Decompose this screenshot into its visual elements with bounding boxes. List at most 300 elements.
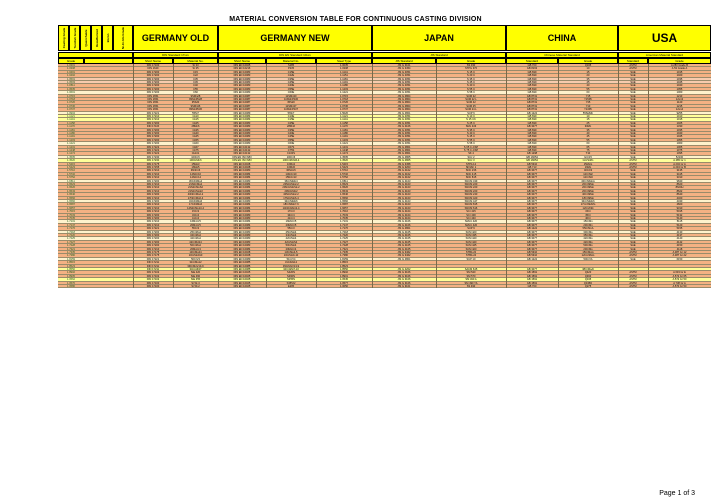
table-cell: JIS G 4801 xyxy=(397,111,411,115)
grade-cell: 1.7015 xyxy=(67,210,75,214)
table-cell: 1.6566 xyxy=(340,196,348,200)
table-cell: C55 xyxy=(193,87,198,91)
table-cell: SAE xyxy=(630,152,636,156)
table-cell: 5155 xyxy=(676,227,683,231)
table-cell: 5120 xyxy=(676,223,683,227)
grade-cell: 1.0570 xyxy=(67,281,75,285)
table-cell: 1215 xyxy=(676,104,683,108)
table-cell: 36CrNiMo4 xyxy=(284,179,298,183)
table-cell: SAE xyxy=(630,176,636,180)
table-cell: JIS G 4051 xyxy=(397,91,411,95)
table-cell: SCr 430 xyxy=(466,213,476,217)
grade-cell: 1.1181 xyxy=(67,128,75,132)
col-header: JIS Standard xyxy=(372,58,436,64)
grade-cell: 1.1170 xyxy=(67,125,75,129)
table-cell: SAE xyxy=(630,115,636,118)
table-cell: DIN EN 10132 xyxy=(233,145,251,149)
grade-cell: 1.0737 xyxy=(67,108,75,112)
table-cell: JIS G 4051 xyxy=(397,142,411,146)
table-cell: 40 xyxy=(586,132,590,135)
vertical-header-tundish: Tundish Grade xyxy=(69,25,80,51)
table-cell: DIN 17221 xyxy=(146,257,160,261)
table-cell: St 35 xyxy=(192,67,199,71)
table-cell: SNC 236 xyxy=(465,169,477,173)
table-cell: 1.1191 xyxy=(340,81,348,84)
table-cell: JIS G 4051 xyxy=(397,132,411,135)
table-cell: 1.7335 xyxy=(340,251,348,254)
table-cell: 1035 xyxy=(676,128,683,132)
table-cell: SAE xyxy=(630,172,636,176)
table-cell: 15MoG xyxy=(583,162,593,166)
table-cell: 1045 xyxy=(676,135,683,139)
grade-cell: 1.0601 xyxy=(67,91,75,95)
table-cell: 21NiCrMo2 xyxy=(188,183,203,186)
table-cell: SAE xyxy=(630,98,636,101)
table-cell: C60E xyxy=(287,142,295,146)
table-cell: 40 xyxy=(586,84,590,88)
table-cell: DIN EN 10083 xyxy=(233,87,251,91)
table-cell: 1.1186 xyxy=(340,132,348,135)
col-header: Standard xyxy=(618,58,648,64)
table-cell: DIN 17210 xyxy=(146,115,160,118)
table-cell: ASTM xyxy=(629,271,637,275)
table-cell: 15 xyxy=(586,118,590,122)
table-cell: SAE xyxy=(630,247,636,251)
table-cell: 1.1274 xyxy=(340,152,348,156)
table-cell: DIN 17210 xyxy=(146,172,160,176)
header-germany-new: GERMANY NEW xyxy=(218,25,372,51)
page-number: Page 1 of 3 xyxy=(659,490,695,497)
table-cell: JIS G 4103 xyxy=(397,206,411,210)
grade-cell: 1.7220 xyxy=(67,234,75,237)
grade-cell: 1.6523 xyxy=(67,183,75,186)
table-cell: SAE xyxy=(630,200,636,203)
table-cell: 34CrNiMo6 xyxy=(581,200,595,203)
table-cell: GB 3077 xyxy=(526,196,538,200)
table-cell: SAE xyxy=(630,149,636,152)
table-cell: GB 3077 xyxy=(526,206,538,210)
table-cell: 9SMn28 xyxy=(190,94,201,98)
table-cell: 20MnCr5 xyxy=(285,223,297,227)
table-cell: 1.0737 xyxy=(340,108,348,112)
table-cell: SAE xyxy=(630,193,636,197)
table-cell: JIS G 4103 xyxy=(397,200,411,203)
table-cell: 4118 xyxy=(676,247,683,251)
table-cell: 1015 xyxy=(676,118,683,122)
table-cell: 14NiCrMo13-4 xyxy=(187,206,204,210)
table-cell: GB 3077 xyxy=(526,217,538,220)
table-cell: GB 3077 xyxy=(526,213,538,217)
table-cell: St 50-2 xyxy=(191,285,200,288)
grade-cell: 1.1274 xyxy=(67,152,75,156)
table-cell: SUJ 3 xyxy=(467,159,475,163)
table-cell: GB 8731 xyxy=(526,108,538,112)
grade-cell: 1.7147 xyxy=(67,223,75,227)
table-cell: A 204 Gr A xyxy=(673,162,686,166)
table-cell: 1.0577 xyxy=(340,281,348,285)
table-cell: DIN 1651 xyxy=(147,94,159,98)
table-cell: 1.7225 xyxy=(340,237,348,241)
table-cell: 1.1203 xyxy=(340,138,348,142)
table-cell: SM 490 A xyxy=(465,278,477,282)
table-cell: Y13Pb xyxy=(584,108,592,112)
table-cell: 1065 xyxy=(676,145,683,149)
table-cell: 40NiCrMo2-2 xyxy=(283,193,299,197)
table-cell: C40 xyxy=(193,84,198,88)
table-cell: GB 3077 xyxy=(526,223,538,227)
table-cell: GB 3077 xyxy=(526,203,538,207)
table-cell: A 204 Gr B xyxy=(673,166,686,169)
table-cell: GCr15 xyxy=(584,155,592,159)
table-cell: DIN EN 10083 xyxy=(233,138,251,142)
table-cell: DIN EN 10083 xyxy=(233,70,251,74)
table-cell: DIN EN 10085 xyxy=(233,261,251,265)
table-cell: SUM 42 xyxy=(466,101,476,105)
table-cell: SFVAF 1 xyxy=(465,166,477,169)
table-cell: JIS G 3203 xyxy=(397,166,411,169)
table-cell: DIN 17200 xyxy=(146,84,160,88)
table-cell: 1010 xyxy=(676,115,683,118)
table-cell: JIS G 4103 xyxy=(397,193,411,197)
table-cell: 1.1151 xyxy=(340,74,348,78)
table-cell: DIN 1629 xyxy=(147,67,159,71)
table-cell: DIN EN 10085 xyxy=(233,268,251,271)
table-cell: C22 xyxy=(193,74,198,78)
table-cell: C45E xyxy=(287,81,295,84)
table-cell: JIS G 4051 xyxy=(397,121,411,125)
table-cell: GB 3077 xyxy=(526,200,538,203)
table-cell: JIS G 3106 xyxy=(397,271,411,275)
table-cell: DIN 17100 xyxy=(146,64,160,67)
grade-cell: 1.0562 xyxy=(67,278,75,282)
table-cell: DIN EN 10083 xyxy=(233,91,251,95)
table-cell: 1025 xyxy=(676,121,683,125)
table-cell: A 633 Gr E xyxy=(673,271,686,275)
table-cell: 25CrMo4 xyxy=(285,230,297,234)
table-cell: Y15 xyxy=(585,94,591,98)
table-cell: JIS G 4801 xyxy=(397,257,411,261)
table-cell: DIN EN 10084 xyxy=(233,183,251,186)
table-cell: DIN EN 10089 xyxy=(233,227,251,231)
table-cell: 20CrMo xyxy=(583,247,593,251)
table-cell: SAE xyxy=(630,142,636,146)
col-header: Grade xyxy=(558,58,618,64)
table-cell: SAE xyxy=(630,196,636,200)
table-cell: GB 699 xyxy=(527,87,537,91)
table-cell: GB 3077 xyxy=(526,210,538,214)
table-cell: GB 3077 xyxy=(526,230,538,234)
table-cell: 55Cr3 xyxy=(191,227,200,231)
table-cell: 55Si2Mn xyxy=(582,111,594,115)
table-cell: 55 xyxy=(586,87,590,91)
table-cell: DIN EN 10084 xyxy=(233,189,251,193)
table-cell: 50CrMo4 xyxy=(285,244,297,248)
table-cell: DIN 17200 xyxy=(146,135,160,139)
grade-cell: 1.0503 xyxy=(67,81,75,84)
table-cell: 1.3505 xyxy=(340,155,348,159)
table-cell: DIN EN 10087 xyxy=(233,104,251,108)
table-cell: DIN EN 10083 xyxy=(233,213,251,217)
table-cell: A 485 Gr 1 xyxy=(673,159,686,163)
table-cell: JIS G 4105 xyxy=(397,244,411,248)
table-cell: DIN EN 10083 xyxy=(233,74,251,78)
table-cell: A 387 Gr 12 xyxy=(672,251,687,254)
table-cell: SAE xyxy=(630,217,636,220)
table-cell: P235 xyxy=(287,67,295,71)
table-cell: DIN EN 10083 xyxy=(233,125,251,129)
table-cell: 1.0715 xyxy=(340,94,348,98)
table-cell: S 45 C xyxy=(467,135,475,139)
table-cell: 20MoCr4 xyxy=(285,247,297,251)
table-cell: SAE xyxy=(630,210,636,214)
table-cell: 6150 xyxy=(676,257,683,261)
grade-cell: 1.1221 xyxy=(67,142,75,146)
table-cell: ASTM xyxy=(629,274,637,278)
table-cell: SNCM 240 xyxy=(464,193,478,197)
table-cell: 40CrNiMo xyxy=(582,193,594,197)
table-cell: 1095 xyxy=(676,152,683,156)
table-cell: DIN 17211 xyxy=(146,261,160,265)
table-cell: 10CrMo9-10 xyxy=(283,254,299,258)
table-cell: DIN EN 10083 xyxy=(233,237,251,241)
table-cell: C35E xyxy=(287,128,295,132)
table-cell: 1.8515 xyxy=(340,261,348,265)
table-cell: JIS G 3106 xyxy=(397,281,411,285)
table-cell: DIN EN 10083 xyxy=(233,179,251,183)
table-cell: JIS G 4103 xyxy=(397,196,411,200)
grade-cell: 1.0580 xyxy=(67,285,75,288)
table-cell: 1.6543 xyxy=(340,189,348,193)
table-cell: C40E xyxy=(287,84,295,88)
table-cell: GB 1298 xyxy=(526,152,538,156)
table-cell: GB 1591 xyxy=(526,281,538,285)
table-cell: 1.0545 xyxy=(340,278,348,282)
grade-cell: 1.8159 xyxy=(67,257,75,261)
table-cell: 45 xyxy=(586,135,590,139)
table-cell: STBA 24 xyxy=(465,254,477,258)
table-cell: DIN 17200 xyxy=(146,193,160,197)
table-cell: SNC 815 xyxy=(465,176,477,180)
table-cell: 4340 xyxy=(676,200,683,203)
vertical-header-resulfurized: Resulfurized xyxy=(91,25,102,51)
grade-cell: 1.7131 xyxy=(67,220,75,224)
table-cell: DIN EN 10025 xyxy=(233,64,251,67)
table-cell: 11SMnPb30 xyxy=(283,98,299,101)
col-header: Material No. xyxy=(173,58,218,64)
table-cell: 1055 xyxy=(676,87,683,91)
table-cell: JIS G 4103 xyxy=(397,179,411,183)
table-cell: S 40 C xyxy=(467,132,475,135)
grade-cell: 1.7380 xyxy=(67,254,75,258)
table-cell: 34CrMo4 xyxy=(285,234,297,237)
table-cell: S 15 CK xyxy=(466,118,476,122)
table-cell: 15CrMoG xyxy=(582,251,594,254)
table-cell: 25CrMo4 xyxy=(190,230,201,234)
table-cell: SUM 22 L xyxy=(465,98,477,101)
table-cell: SAE xyxy=(630,169,636,173)
table-cell: 45 xyxy=(586,81,590,84)
table-cell: StE 420 xyxy=(190,271,201,275)
grade-cell: 1.8902 xyxy=(67,271,75,275)
table-cell: STPG 370 xyxy=(464,67,478,71)
col-header: Material No. xyxy=(266,58,316,64)
table-cell: S 35 C xyxy=(467,77,475,81)
table-cell: 1020 xyxy=(676,74,683,78)
table-cell: 1.5752 xyxy=(340,176,348,180)
grade-cell: 1.6657 xyxy=(67,206,75,210)
table-cell: DIN 17210 xyxy=(146,169,160,173)
table-cell: 35Cr xyxy=(585,213,591,217)
grade-cell: 1.6543 xyxy=(67,189,75,193)
table-cell: DIN EN 10084 xyxy=(233,247,251,251)
table-cell: SAE xyxy=(630,84,636,88)
table-cell: 39CrMoV13-9 xyxy=(187,264,204,268)
table-cell: DIN 1651 xyxy=(147,101,159,105)
col-header: Grade xyxy=(648,58,711,64)
table-cell: JIS G 4051 xyxy=(397,87,411,91)
table-cell: SCM 440 xyxy=(465,237,477,241)
grade-cell: 1.0736 xyxy=(67,104,75,108)
table-cell: 1.0718 xyxy=(340,98,348,101)
table-cell: 8640 xyxy=(676,193,683,197)
table-cell: SCM 420 xyxy=(465,230,477,234)
table-cell: Q195 xyxy=(584,64,592,67)
table-cell: Q460 xyxy=(584,274,592,278)
table-cell: 20MnCr5 xyxy=(190,223,201,227)
table-cell: 1.5710 xyxy=(340,169,348,173)
table-cell: DIN EN 10083 xyxy=(233,193,251,197)
table-cell: 9SMn36 xyxy=(190,104,201,108)
table-cell: 1.1191 xyxy=(340,135,348,139)
table-cell: 51CrV4 xyxy=(286,257,296,261)
table-cell: DIN EN 10132 xyxy=(233,149,251,152)
table-cell: DIN 17200 xyxy=(146,74,160,78)
table-cell: DIN 17230 xyxy=(146,155,160,159)
table-cell: DIN 17200 xyxy=(146,87,160,91)
table-cell: ASTM xyxy=(629,67,637,71)
table-cell: DIN 1651 xyxy=(147,98,159,101)
table-cell: C60E xyxy=(287,91,295,95)
table-cell: 4130 xyxy=(676,230,683,234)
table-cell: GB 3077 xyxy=(526,244,538,248)
table-cell: 16Mo5 xyxy=(287,166,295,169)
table-cell: 1040 xyxy=(676,84,683,88)
grade-cell: 1.0904 xyxy=(67,111,75,115)
table-cell: JIS G 4105 xyxy=(397,230,411,234)
table-cell: DIN 17200 xyxy=(146,132,160,135)
table-cell: JIS G 3106 xyxy=(397,274,411,278)
table-cell: 17NiCrMo6-4 xyxy=(187,196,204,200)
table-cell: JIS G 4051 xyxy=(397,115,411,118)
table-cell: JIS G 4804 xyxy=(397,108,411,112)
table-cell: SAE xyxy=(630,223,636,227)
grade-cell: 1.0501 xyxy=(67,77,75,81)
header-germany-old: GERMANY OLD xyxy=(133,25,218,51)
table-cell: DIN 17210 xyxy=(146,118,160,122)
grade-cell: 1.7176 xyxy=(67,227,75,231)
table-cell: DIN EN 10216 xyxy=(233,67,251,71)
table-cell: 1.6511 xyxy=(340,179,348,183)
table-cell: C15 xyxy=(193,70,198,74)
table-cell: C35E xyxy=(287,77,295,81)
table-cell: GB 699 xyxy=(527,135,537,139)
table-cell: 14NiCrMo13-4 xyxy=(282,206,300,210)
table-cell: S 15 C xyxy=(467,70,475,74)
table-cell: SCM 445 xyxy=(465,244,477,248)
table-cell: 12Cr2Ni4 xyxy=(582,206,594,210)
standard-jis: JIS Standard xyxy=(372,52,506,58)
table-cell: SAE xyxy=(630,227,636,231)
table-cell: DIN EN 10084 xyxy=(233,196,251,200)
table-cell: SAE xyxy=(630,155,636,159)
grade-cell: 1.6587 xyxy=(67,203,75,207)
table-cell: ASTM xyxy=(629,254,637,258)
table-cell: DIN 17200 xyxy=(146,179,160,183)
table-cell: 1.1181 xyxy=(340,128,348,132)
table-cell: SNCM 220 xyxy=(464,189,478,193)
table-cell: GB 8731 xyxy=(526,94,538,98)
table-cell: GB 3077 xyxy=(526,125,538,129)
table-cell: S 40 C xyxy=(467,84,475,88)
table-cell: JIS G 4104 xyxy=(397,213,411,217)
table-cell: JIS G 4106 xyxy=(397,223,411,227)
table-cell: 36CrNiMo4 xyxy=(188,179,203,183)
table-cell: SAE xyxy=(630,183,636,186)
table-cell: SAE xyxy=(630,145,636,149)
table-cell: JIS G 4051 xyxy=(397,74,411,78)
table-cell: 34Cr4 xyxy=(191,213,200,217)
table-cell: DIN EN 10025 xyxy=(233,278,251,282)
table-cell: 10CrMo910 xyxy=(188,254,203,258)
table-cell: 16MnCr5 xyxy=(190,220,201,224)
table-cell: ASTM xyxy=(629,278,637,282)
table-cell: 1.7033 xyxy=(340,213,348,217)
col-header: Short Name xyxy=(133,58,173,64)
table-cell: DIN 17210 xyxy=(146,176,160,180)
table-cell: SS 490 xyxy=(466,285,476,288)
grade-cell: 1.3505 xyxy=(67,155,75,159)
table-cell: DIN EN 10084 xyxy=(233,118,251,122)
table-cell: C67S xyxy=(287,145,295,149)
grade-cell: 1.0308 xyxy=(67,67,75,71)
table-cell: Ck75 xyxy=(192,149,199,152)
table-cell: 55Cr3 xyxy=(287,227,295,231)
grade-cell: 1.7227 xyxy=(67,240,75,244)
table-cell: SM 570 xyxy=(466,274,476,278)
table-cell: SAE xyxy=(630,128,636,132)
table-cell: JIS G 4105 xyxy=(397,247,411,251)
grade-cell: 1.5415 xyxy=(67,162,75,166)
table-cell: DIN EN 10084 xyxy=(233,210,251,214)
table-cell: DIN EN 10028 xyxy=(233,254,251,258)
table-cell: JIS G 4103 xyxy=(397,183,411,186)
table-cell: SAE xyxy=(630,104,636,108)
table-cell: SAE xyxy=(630,230,636,234)
table-cell: JIS G 3462 xyxy=(397,254,411,258)
table-cell: JIS G 4103 xyxy=(397,189,411,193)
table-cell: 4320 xyxy=(676,196,683,200)
table-cell: SAE xyxy=(630,121,636,125)
table-cell: GB 3077 xyxy=(526,186,538,190)
standard-china: Chinese Material Standard xyxy=(506,52,618,58)
table-cell: Ck45 xyxy=(192,135,199,139)
table-cell: S 65 C-CSP xyxy=(463,145,479,149)
table-cell: 1.0035 xyxy=(340,64,348,67)
table-cell: 1.7176 xyxy=(340,227,348,231)
table-cell: JIS G 4105 xyxy=(397,234,411,237)
table-cell: GB 3077 xyxy=(526,247,538,251)
table-cell: DIN 17222 xyxy=(146,145,160,149)
